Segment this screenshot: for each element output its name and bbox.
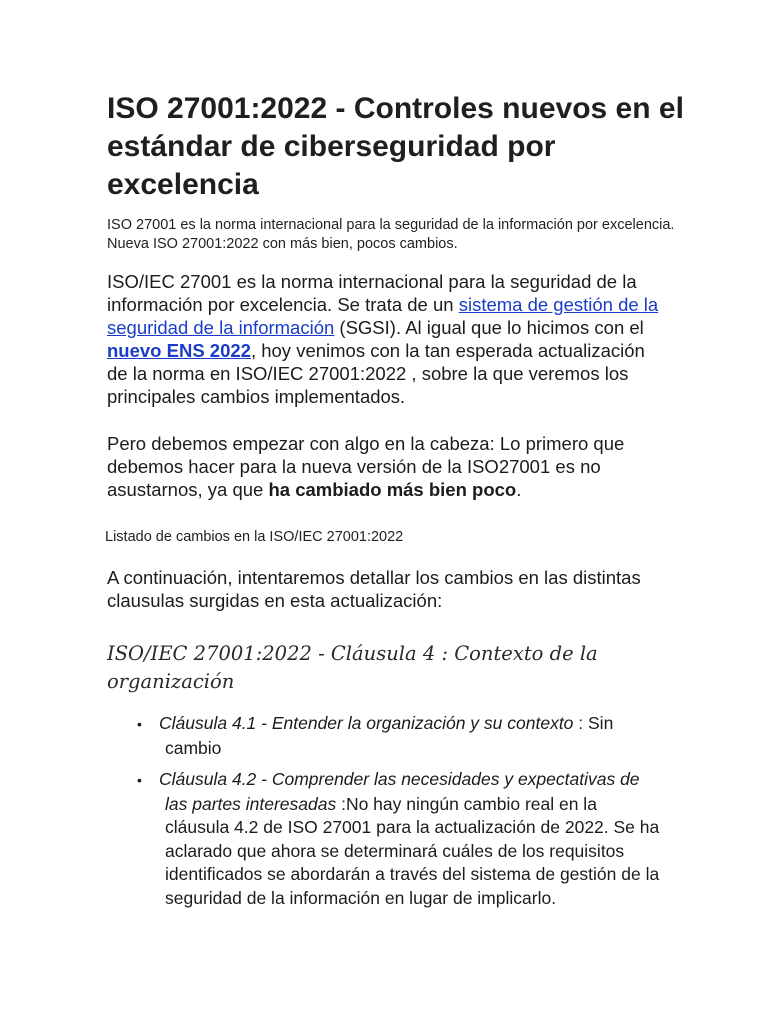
sgsi-link[interactable]: sistema de gestión de la seguridad de la información: [107, 294, 659, 338]
article-subtitle: ISO 27001 es la norma internacional para la seguridad de la información por excelencia. Nueva ISO 27001:2022 con más bien, pocos cambios.: [107, 217, 675, 252]
list-item: [137, 768, 663, 910]
ens-2022-link[interactable]: nuevo ENS 2022: [107, 340, 251, 361]
intro-text-3: , hoy venimos con la tan esperada actualización de la norma en ISO/IEC 27001:2022 , sobre la que veremos los principales cambios implementados.: [107, 340, 645, 407]
warning-text-1: Pero debemos empezar con algo en la cabeza: Lo primero que debemos hacer para la nueva versión de la ISO27001 es no asustarnos, ya que: [107, 433, 625, 500]
continuation-paragraph: A continuación, intentaremos detallar los cambios en las distintas clausulas surgidas en esta actualización:: [107, 567, 641, 611]
intro-text-1: ISO/IEC 27001 es la norma internacional para la seguridad de la información por excelencia. Se trata de un: [107, 271, 637, 315]
changes-list-heading: Listado de cambios en la ISO/IEC 27001:2022: [105, 529, 404, 545]
intro-text-2: (SGSI). Al igual que lo hicimos con el: [334, 317, 644, 338]
clause-text: :No hay ningún cambio real en la cláusula 4.2 de ISO 27001 para la actualización de 2022. Se ha aclarado que ahora se determinará cuáles de los requisitos identificados se abordarán a través del sistema de gestión de la seguridad de la información en lugar de implicarlo.: [165, 793, 660, 908]
warning-text-2: .: [516, 479, 522, 500]
warning-bold-text: ha cambiado más bien poco: [268, 479, 517, 500]
list-item: [137, 712, 663, 760]
clause-title: Cláusula 4.1 - Entender la organización y su contexto: [159, 713, 574, 733]
bullet-icon: •: [137, 772, 142, 788]
bullet-icon: •: [137, 716, 142, 732]
clause-4-heading: ISO/IEC 27001:2022 - Cláusula 4 : Contexto de la organización: [107, 642, 598, 693]
clause-text: : Sin cambio: [165, 713, 614, 758]
intro-paragraph: [107, 270, 667, 408]
clause-title: Cláusula 4.2 - Comprender las necesidades y expectativas de las partes interesadas: [159, 769, 640, 814]
warning-paragraph: [107, 432, 667, 501]
article-title: ISO 27001:2022 - Controles nuevos en el estándar de ciberseguridad por excelencia: [107, 92, 684, 201]
